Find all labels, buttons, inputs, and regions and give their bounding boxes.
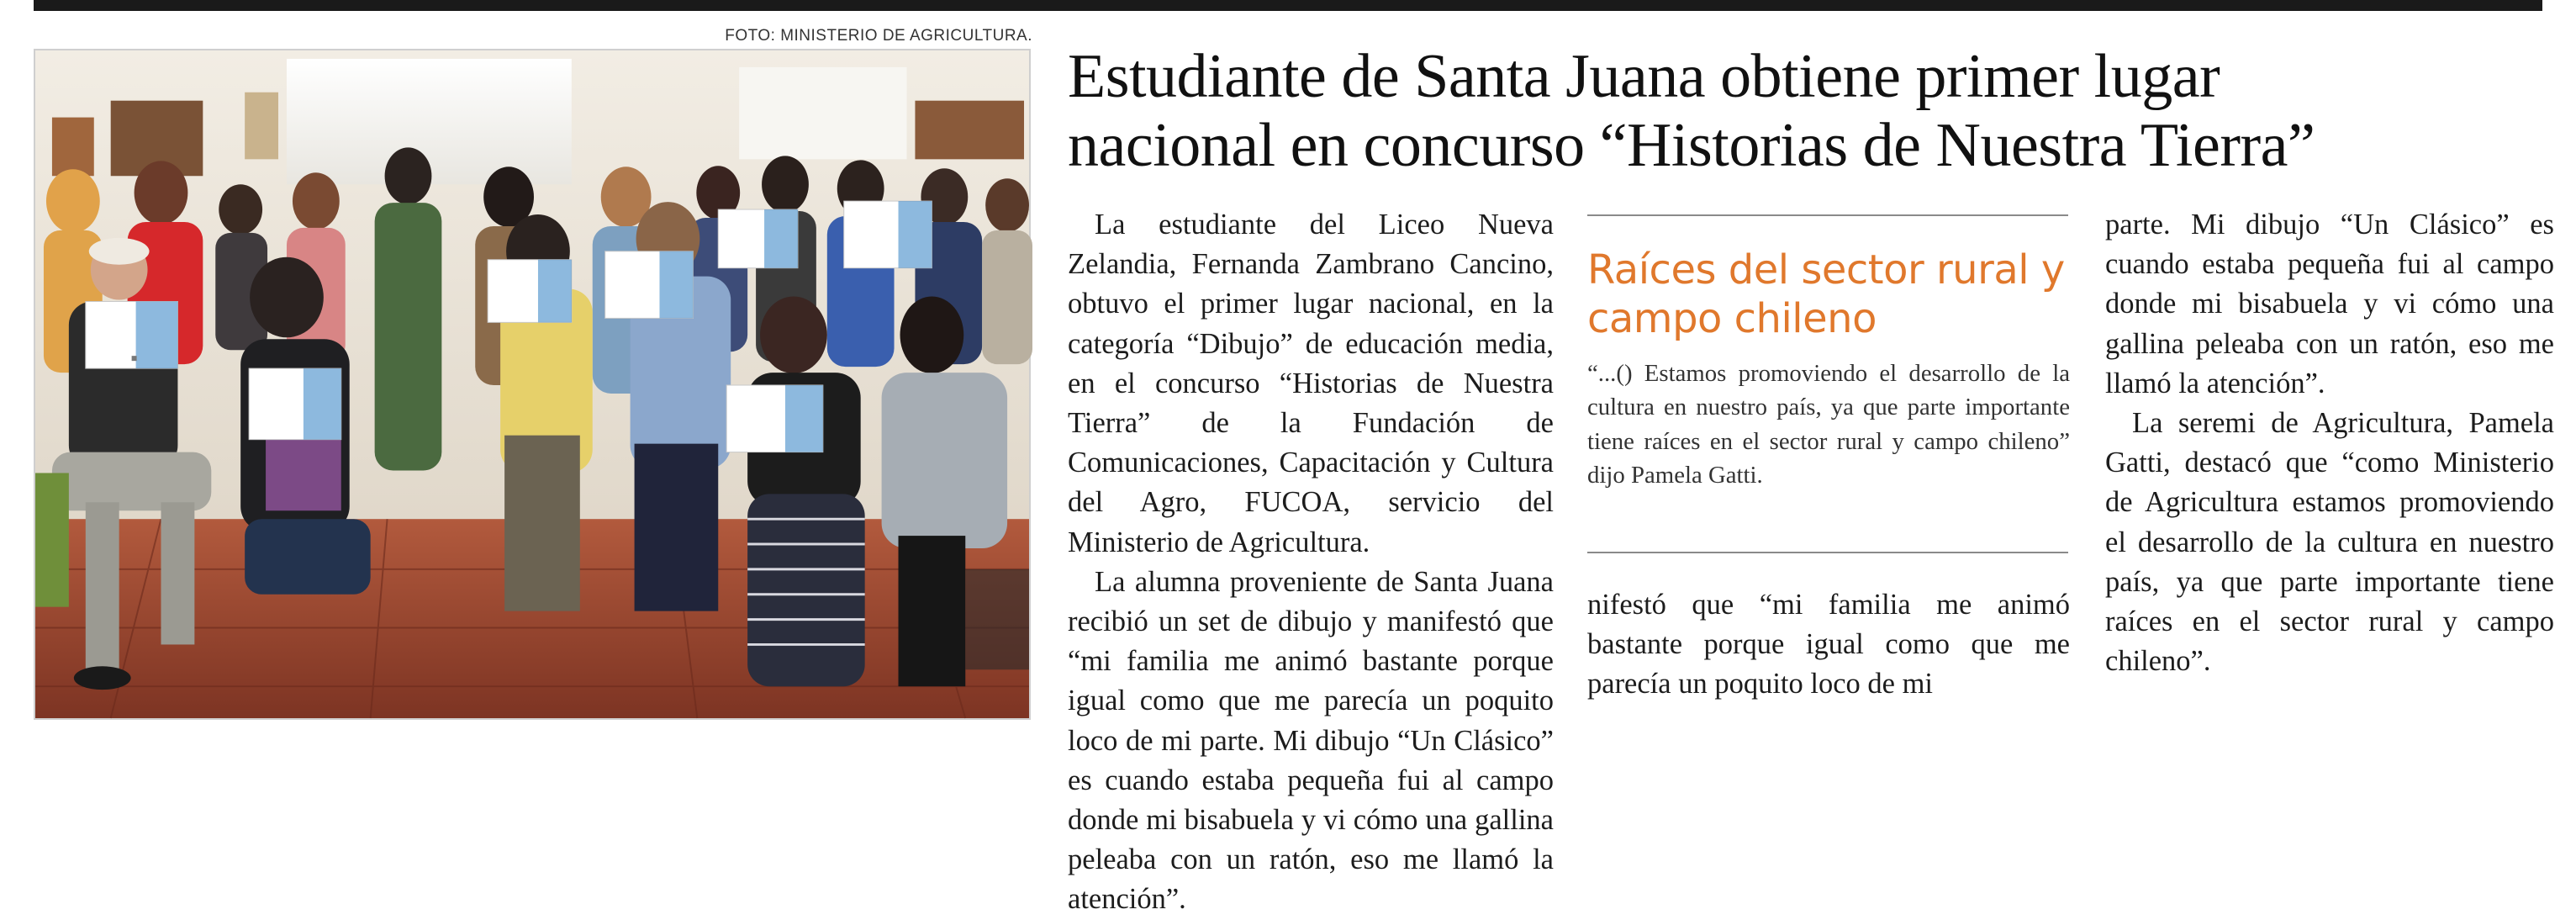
- article-column-1: [1068, 205, 1554, 916]
- certificate: [249, 368, 341, 440]
- headline-line-1: Estudiante de Santa Juana obtiene primer lugar: [1068, 42, 2220, 111]
- paragraph-drawing: parte. Mi dibujo “Un Clásico” es cuando estaba pequeña fui al campo donde mi bisabuela y vi cómo una gallina peleaba con un ratón, eso me llamó la atención”.: [2105, 209, 2554, 399]
- article-column-3: [2105, 205, 2554, 681]
- certificate: [726, 385, 823, 452]
- article-photo: [34, 49, 1031, 720]
- article-headline: [1068, 42, 2547, 180]
- headline-line-2: nacional en concurso “Historias de Nuestra Tierra”: [1068, 111, 2315, 180]
- paragraph-student: La alumna proveniente de Santa Juana recibió un set de dibujo y manifestó que “mi familia me animó bastante porque igual como que me parecía un poquito loco de mi parte. Mi dibujo “Un Clásico” es cuando estaba pequeña fui al campo donde mi bisabuela y vi cómo una gallina peleaba con un ratón, eso me llamó la atención”.: [1068, 565, 1554, 916]
- article-column-2: [1587, 585, 2070, 705]
- photo-credit: FOTO: MINISTERIO DE AGRICULTURA.: [725, 27, 1032, 45]
- certificate: [605, 251, 694, 319]
- certificate: [718, 209, 798, 268]
- paragraph-intro: La estudiante del Liceo Nueva Zelandia, Fernanda Zambrano Cancino, obtuvo el primer lugar nacional, en la categoría “Dibujo” de educación media, en el concurso “Historias de Nuestra Tierra” de la Fundación de Comunicaciones, Capacitación y Cultura del Agro, FUCOA, servicio del Ministerio de Agricultura.: [1068, 209, 1554, 558]
- certificate: [844, 201, 932, 268]
- paragraph-seremi: La seremi de Agricultura, Pamela Gatti, destacó que “como Ministerio de Agricultura estamos promoviendo el desarrollo de la cultura en nuestro país, ya que parte importante tiene raíces en el sector rural y campo chileno”.: [2105, 407, 2554, 678]
- sidebar-title: Raíces del sector rural y campo chileno: [1587, 246, 2065, 342]
- certificate: [132, 356, 137, 361]
- sidebar-quote: “...() Estamos promoviendo el desarrollo de la cultura en nuestro país, ya que parte importante tiene raíces en el sector rural y campo chileno” dijo Pamela Gatti.: [1587, 360, 2070, 489]
- certificate: [488, 260, 572, 323]
- paragraph-continuation: nifestó que “mi familia me animó bastante porque igual como que me parecía un poquito loco de mi: [1587, 589, 2070, 701]
- sidebar-rule-bottom: [1587, 552, 2068, 553]
- sidebar-rule-top: [1587, 214, 2068, 216]
- top-rule: [34, 0, 2542, 11]
